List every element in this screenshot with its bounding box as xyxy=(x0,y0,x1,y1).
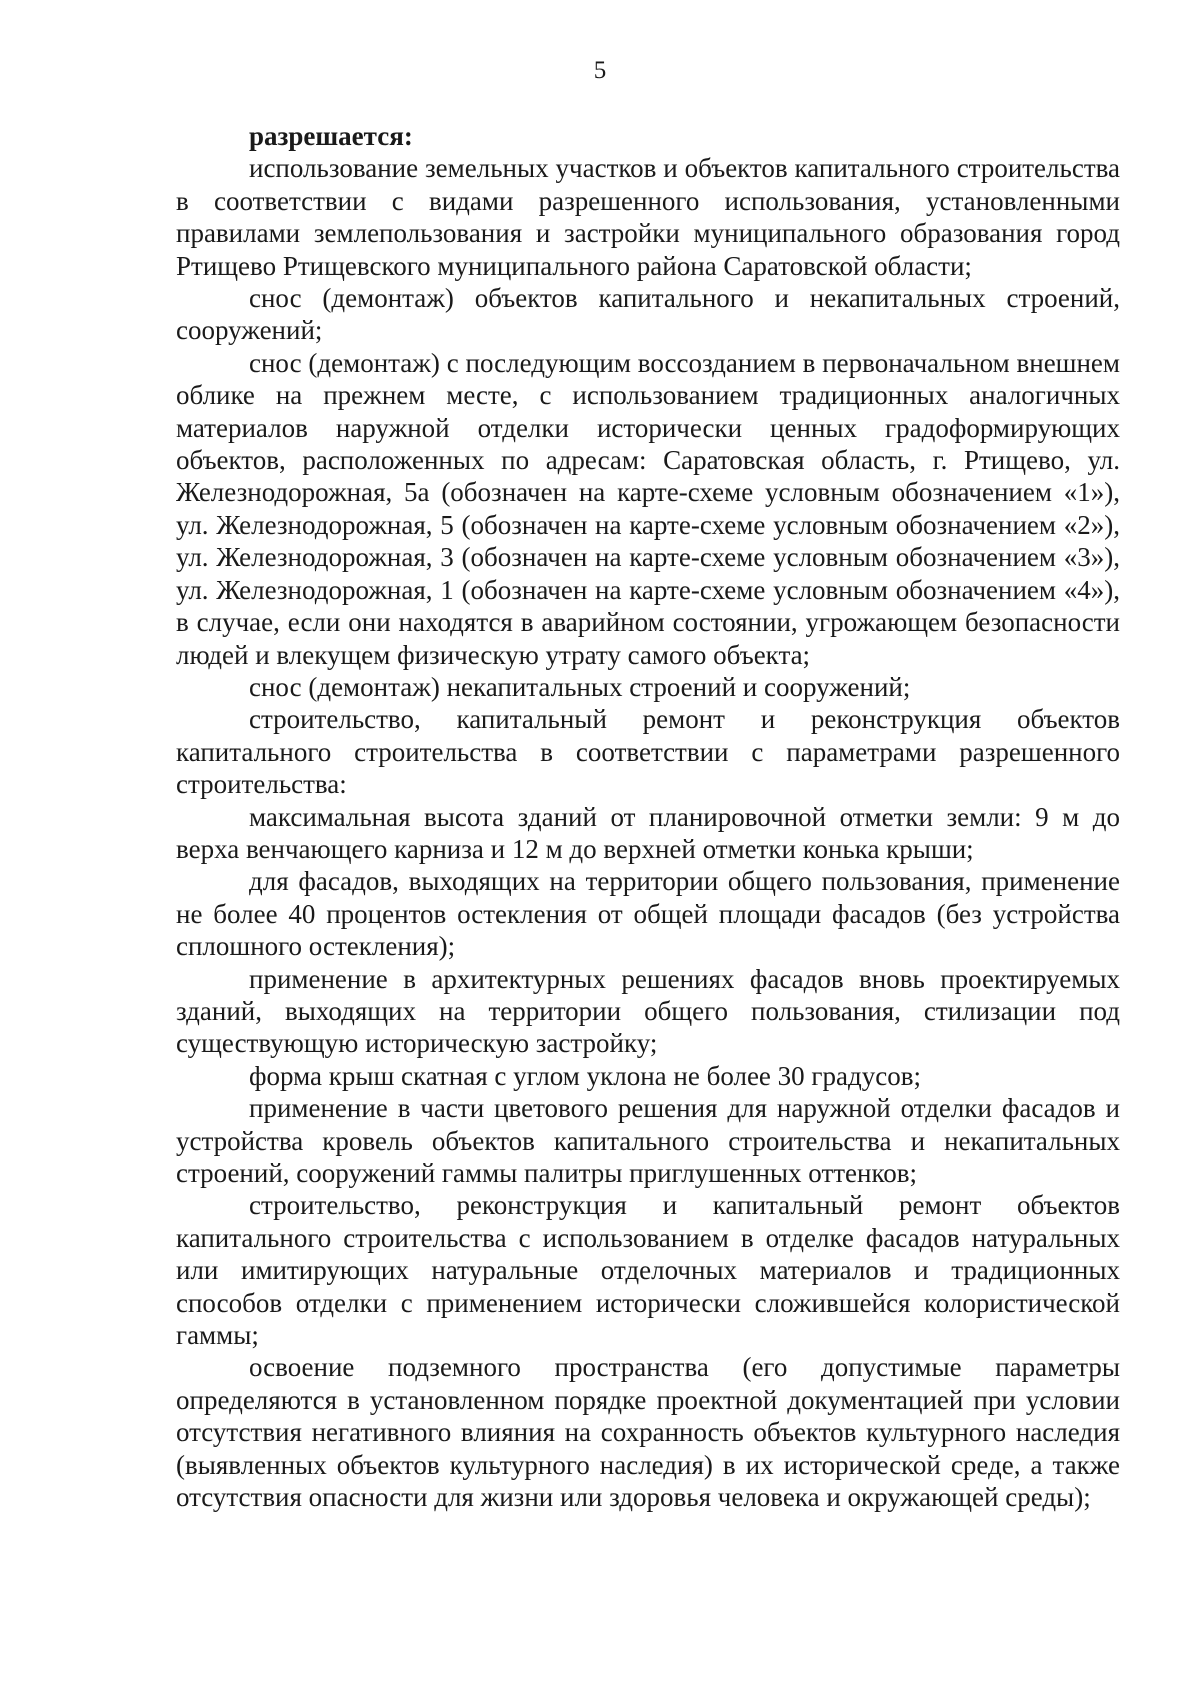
paragraph-color-solution: применение в части цветового решения для наружной отделки фасадов и устройства кровель объектов капитального строительства и некапитальных строений, сооружений гаммы палитры приглушенных оттенков; xyxy=(176,1093,1120,1188)
paragraph-roof-form: форма крыш скатная с углом уклона не более 30 градусов; xyxy=(249,1060,921,1091)
paragraph-stylization: применение в архитектурных решениях фасадов вновь проектируемых зданий, выходящих на территории общего пользования, стилизации под существующую историческую застройку; xyxy=(176,963,1120,1059)
paragraph-demolition-noncapital: снос (демонтаж) некапитальных строений и сооружений; xyxy=(249,671,911,702)
paragraph-max-height: максимальная высота зданий от планировочной отметки земли: 9 м до верха венчающего карниза и 12 м до верхней отметки конька крыши; xyxy=(176,801,1120,864)
section-heading: разрешается: xyxy=(249,121,413,151)
paragraph-demolition: снос (демонтаж) объектов капитального и некапитальных строений, сооружений; xyxy=(176,283,1120,346)
paragraph-demolition-reconstruction: снос (демонтаж) с последующим воссозданием в первоначальном внешнем облике на прежнем месте, с использованием традиционных аналогичных материалов наружной отделки исторически ценных градоформирующих объектов, расположенных по адресам: Саратовская область, г. Ртищево, ул. Железнодорожная, 5а (обозначен на карте-схеме условным обозначением «1»), ул. Железнодорожная, 5 (обозначен на карте-схеме условным обозначением «2»), ул. Железнодорожная, 3 (обозначен на карте-схеме условным обозначением «3»), ул. Железнодорожная, 1 (обозначен на карте-схеме условным обозначением «4»), в случае, если они находятся в аварийном состоянии, угрожающем безопасности людей и влекущем физическую утрату самого объекта; xyxy=(176,347,1120,670)
document-body xyxy=(176,120,1120,1513)
paragraph-glazing: для фасадов, выходящих на территории общего пользования, применение не более 40 процентов остекления от общей площади фасадов (без устройства сплошного остекления); xyxy=(176,866,1120,962)
paragraph-underground-space: освоение подземного пространства (его допустимые параметры определяются в установленном порядке проектной документацией при условии отсутствия негативного влияния на сохранность объектов культурного наследия (выявленных объектов культурного наследия) в их исторической среде, а также отсутствия опасности для жизни или здоровья человека и окружающей среды); xyxy=(176,1352,1120,1513)
paragraph-land-use: использование земельных участков и объектов капитального строительства в соответствии с видами разрешенного использования, установленными правилами землепользования и застройки муниципального образования город Ртищево Ртищевского муниципального района Саратовской области; xyxy=(176,153,1120,281)
paragraph-natural-materials: строительство, реконструкция и капитальный ремонт объектов капитального строительства с использованием в отделке фасадов натуральных или имитирующих натуральные отделочных материалов и традиционных способов отделки с применением исторически сложившейся колористической гаммы; xyxy=(176,1190,1120,1351)
page-number: 5 xyxy=(593,57,607,84)
paragraph-construction: строительство, капитальный ремонт и реконструкция объектов капитального строительства в соответствии с параметрами разрешенного строительства: xyxy=(176,704,1120,800)
